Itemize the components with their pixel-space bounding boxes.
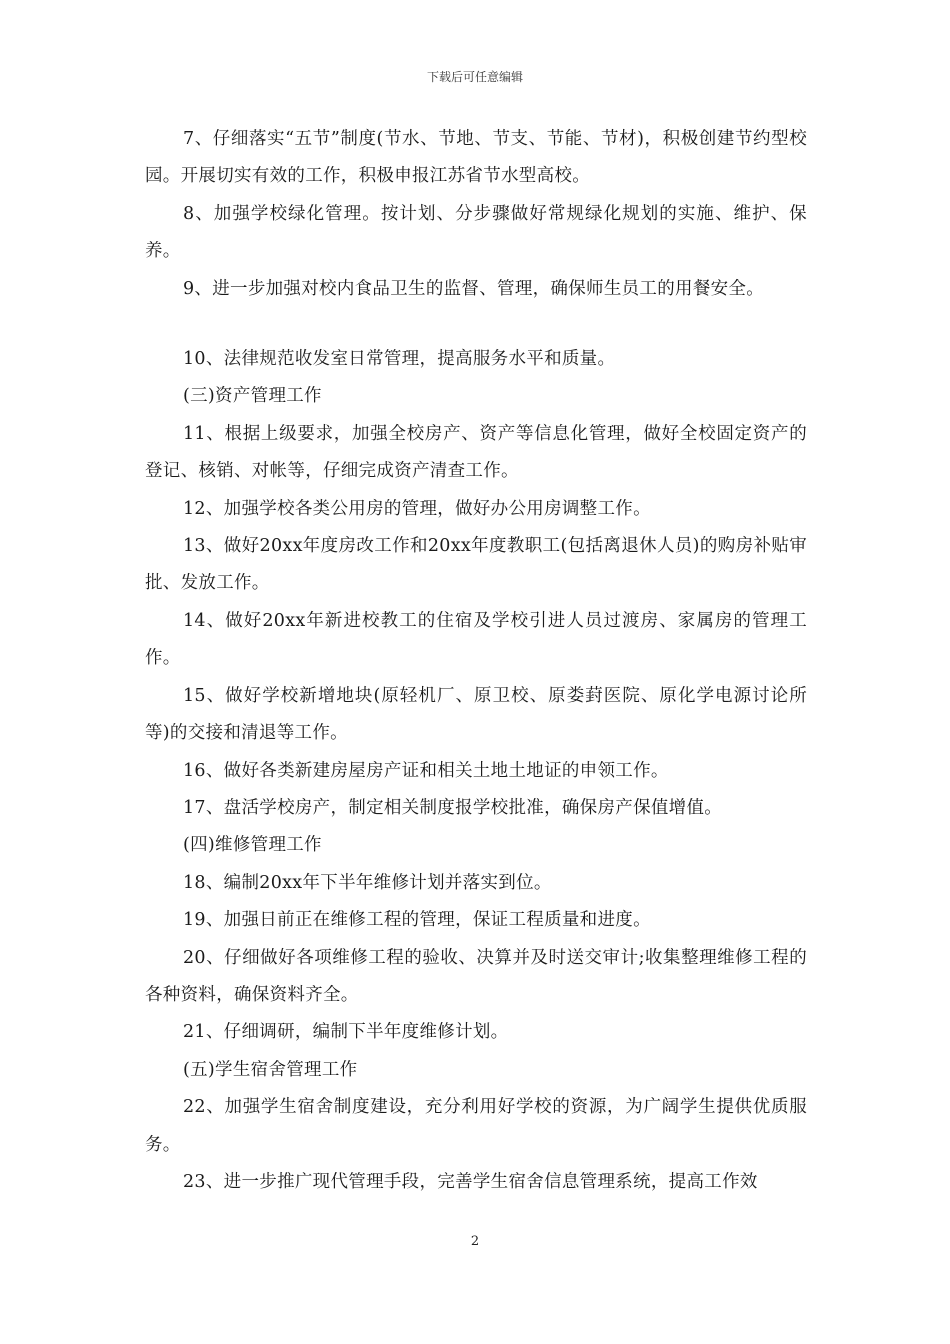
paragraph-10: 10、法律规范收发室日常管理，提高服务水平和质量。 [183,349,616,370]
paragraph-22: 22、加强学生宿舍制度建设，充分利用好学校的资源，为广阔学生提供优质服务。 [145,1097,807,1155]
paragraph-20: 20、仔细做好各项维修工程的验收、决算并及时送交审计;收集整理维修工程的各种资料，确保资料齐全。 [145,947,807,1005]
paragraph-16: 16、做好各类新建房屋房产证和相关土地土地证的申领工作。 [183,760,669,781]
paragraph-19: 19、加强日前正在维修工程的管理，保证工程质量和进度。 [183,910,651,931]
paragraph-14: 14、做好20xx年新进校教工的住宿及学校引进人员过渡房、家属房的管理工作。 [145,610,807,669]
paragraph-21: 21、仔细调研，编制下半年度维修计划。 [183,1022,509,1043]
section-heading-maintenance: (四)维修管理工作 [183,835,322,856]
paragraph-18: 18、编制20xx年下半年维修计划并落实到位。 [183,872,552,893]
section-heading-dormitory: (五)学生宿舍管理工作 [183,1059,358,1080]
page-header: 下载后可任意编辑 [426,70,523,84]
page-number: 2 [470,1234,480,1249]
paragraph-9: 9、进一步加强对校内食品卫生的监督、管理，确保师生员工的用餐安全。 [183,278,765,299]
section-heading-assets: (三)资产管理工作 [183,386,322,407]
paragraph-8: 8、加强学校绿化管理。按计划、分步骤做好常规绿化规划的实施、维护、保养。 [145,203,807,262]
paragraph-spacer [145,308,807,341]
paragraph-11: 11、根据上级要求，加强全校房产、资产等信息化管理，做好全校固定资产的登记、核销、对帐等，仔细完成资产清查工作。 [145,423,807,482]
paragraph-17: 17、盘活学校房产，制定相关制度报学校批准，确保房产保值增值。 [183,797,723,818]
paragraph-12: 12、加强学校各类公用房的管理，做好办公用房调整工作。 [183,498,651,519]
paragraph-7: 7、仔细落实“五节”制度(节水、节地、节支、节能、节材)，积极创建节约型校园。开展切实有效的工作，积极申报江苏省节水型高校。 [145,129,807,187]
paragraph-15: 15、做好学校新增地块(原轻机厂、原卫校、原娄葑医院、原化学电源讨论所等)的交接和清退等工作。 [145,685,807,744]
paragraph-23: 23、进一步推广现代管理手段，完善学生宿舍信息管理系统，提高工作效 [183,1171,758,1192]
document-body [145,121,807,1201]
paragraph-13: 13、做好20xx年度房改工作和20xx年度教职工(包括离退休人员)的购房补贴审批、发放工作。 [145,536,807,594]
